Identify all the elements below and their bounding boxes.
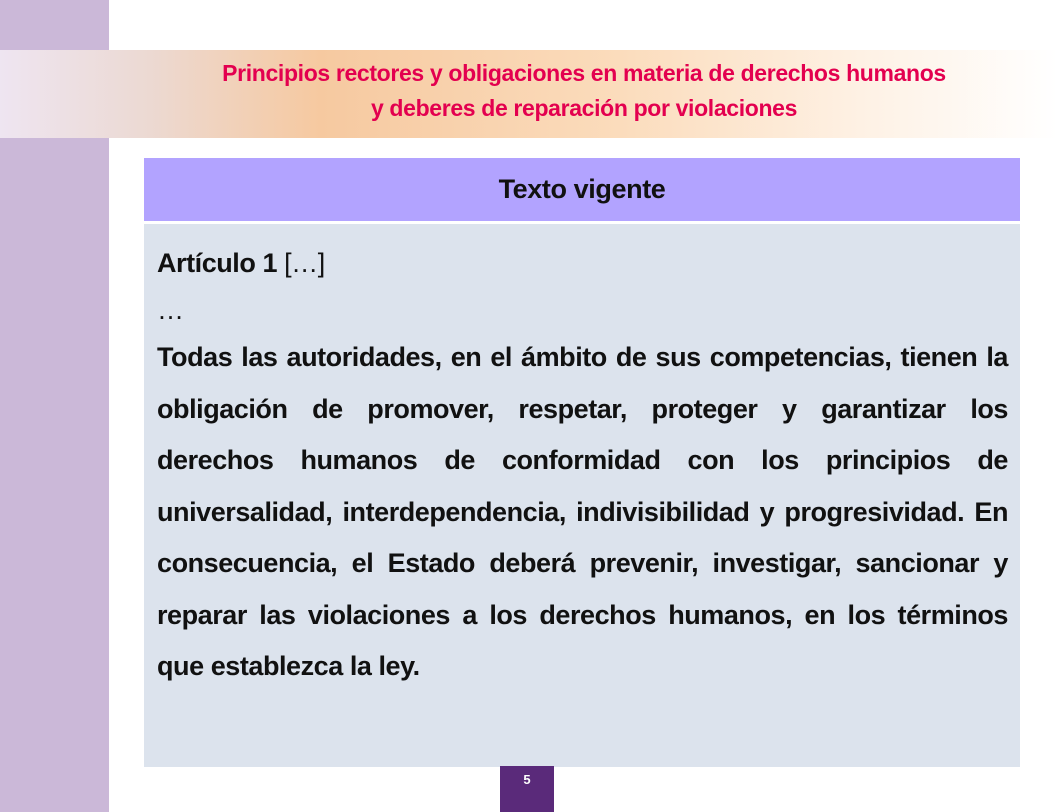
article-omission-mark: […] xyxy=(284,248,325,278)
header-divider xyxy=(144,221,1020,224)
page-number-badge: 5 xyxy=(500,766,554,812)
slide-title xyxy=(109,56,1058,126)
omitted-paragraph-ellipsis: … xyxy=(157,295,184,325)
text-table xyxy=(144,158,1020,767)
slide-title-line-2: y deberes de reparación por violaciones xyxy=(370,95,798,121)
article-label: Artículo 1 xyxy=(157,248,278,278)
article-paragraph: Todas las autoridades, en el ámbito de sus competencias, tienen la obligación de promover, respetar, proteger y garantizar los derechos humanos de conformidad con los principios de universalidad, interdependencia, indivisibilidad y progresividad. En consecuencia, el Estado deberá prevenir, investigar, sancionar y reparar las violaciones a los derechos humanos, en los términos que establezca la ley. xyxy=(157,342,1008,681)
article-heading xyxy=(157,238,1008,288)
table-body xyxy=(157,238,1008,693)
slide-title-line-1: Principios rectores y obligaciones en materia de derechos humanos xyxy=(222,60,946,86)
table-header: Texto vigente xyxy=(144,158,1020,221)
